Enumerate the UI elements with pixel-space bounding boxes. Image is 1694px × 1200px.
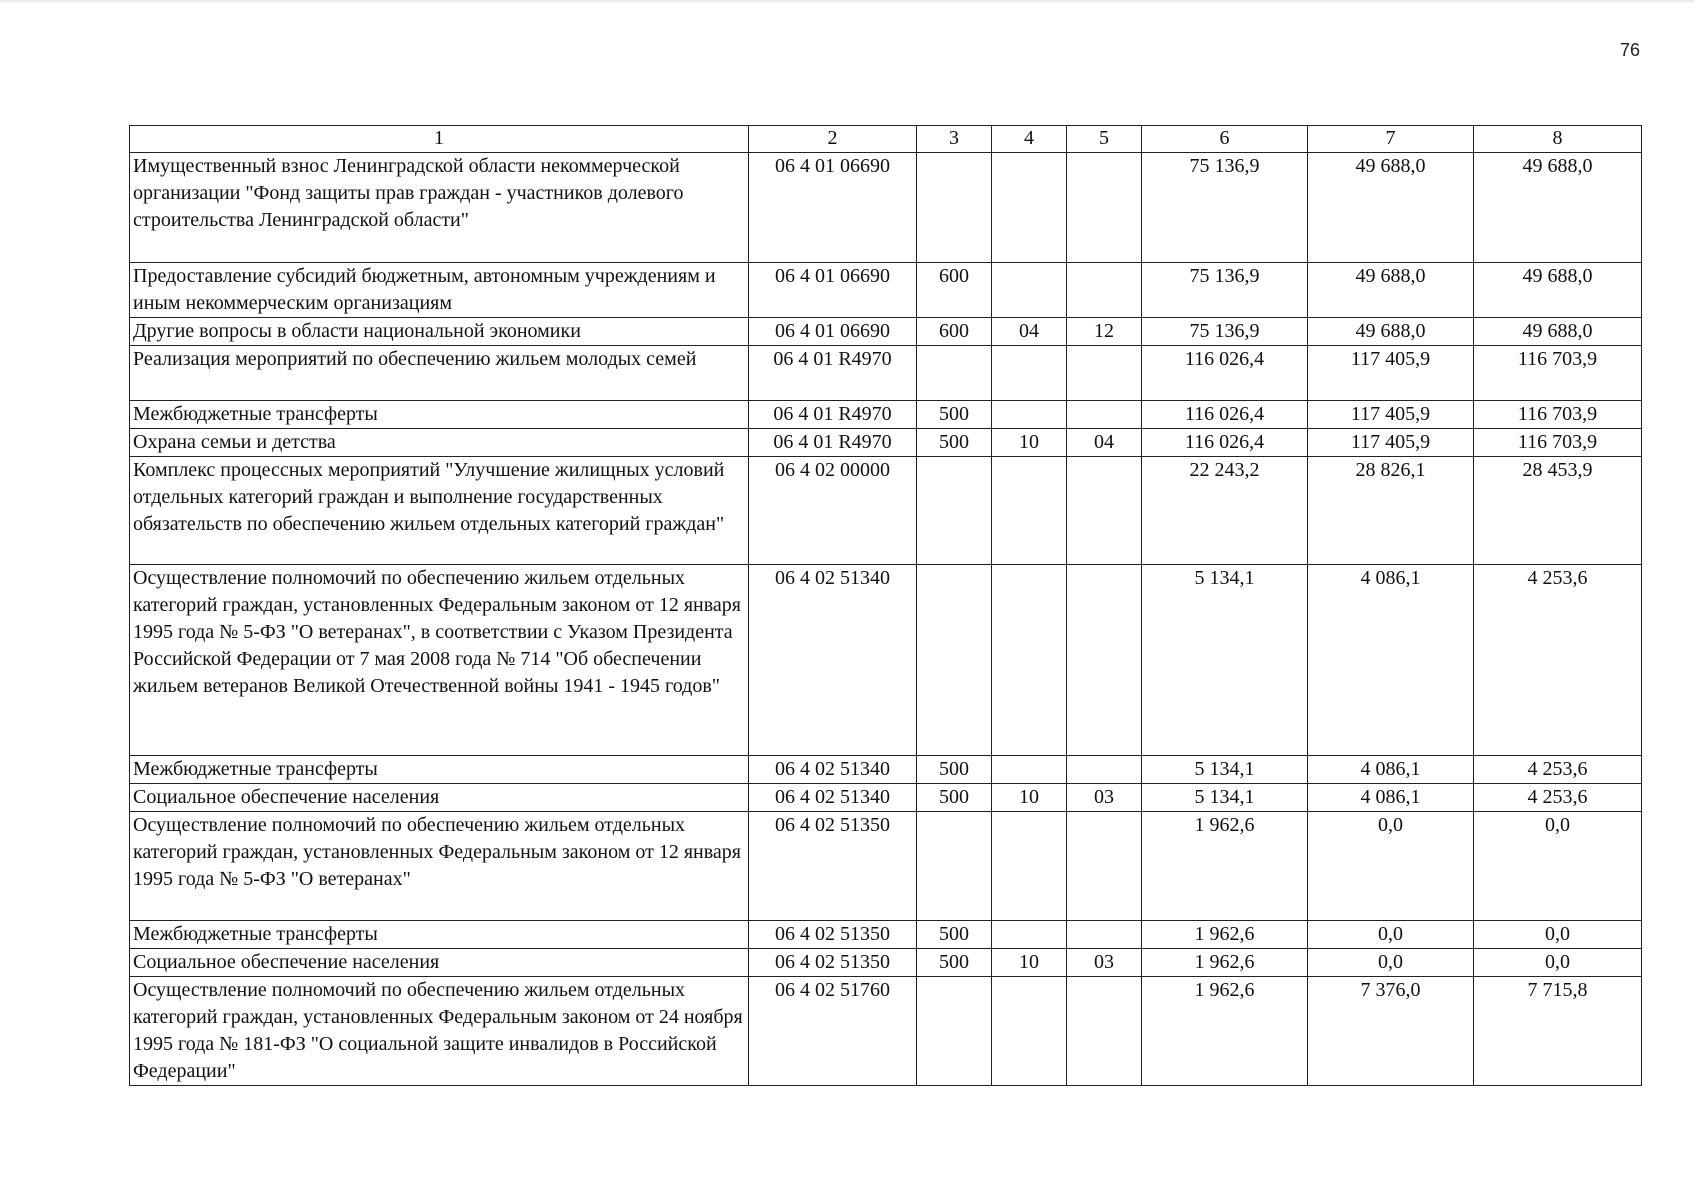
row-description: Межбюджетные трансферты [130,401,749,429]
expense-type: 500 [917,401,992,429]
amount-year-3: 116 703,9 [1474,401,1642,429]
row-description: Реализация мероприятий по обеспечению жильем молодых семей [130,346,749,401]
amount-year-1: 1 962,6 [1142,921,1308,949]
target-code: 06 4 01 06690 [749,263,917,318]
row-description: Межбюджетные трансферты [130,756,749,784]
table-row [130,565,1642,756]
amount-year-1: 116 026,4 [1142,401,1308,429]
amount-year-1: 1 962,6 [1142,977,1308,1086]
subsection-code [1067,153,1142,263]
table-row [130,977,1642,1086]
amount-year-3: 116 703,9 [1474,429,1642,457]
expense-type: 600 [917,318,992,346]
subsection-code [1067,756,1142,784]
amount-year-3: 0,0 [1474,921,1642,949]
target-code: 06 4 02 51340 [749,756,917,784]
expense-type: 500 [917,429,992,457]
section-code [992,565,1067,756]
row-description: Социальное обеспечение населения [130,784,749,812]
row-description: Социальное обеспечение населения [130,949,749,977]
subsection-code [1067,457,1142,565]
amount-year-2: 28 826,1 [1308,457,1474,565]
table-body [130,153,1642,1086]
amount-year-2: 4 086,1 [1308,565,1474,756]
amount-year-3: 7 715,8 [1474,977,1642,1086]
subsection-code [1067,346,1142,401]
row-description: Имущественный взнос Ленинградской области некоммерческой организации "Фонд защиты прав граждан - участников долевого строительства Ленинградской области" [130,153,749,263]
target-code: 06 4 01 R4970 [749,346,917,401]
section-code: 10 [992,949,1067,977]
expense-type [917,457,992,565]
column-number-row [130,126,1642,153]
expense-type [917,977,992,1086]
amount-year-1: 1 962,6 [1142,949,1308,977]
amount-year-3: 0,0 [1474,949,1642,977]
amount-year-3: 49 688,0 [1474,263,1642,318]
section-code [992,756,1067,784]
target-code: 06 4 02 51350 [749,812,917,921]
amount-year-2: 0,0 [1308,812,1474,921]
amount-year-3: 4 253,6 [1474,784,1642,812]
row-description: Комплекс процессных мероприятий "Улучшение жилищных условий отдельных категорий граждан и выполнение государственных обязательств по обеспечению жильем отдельных категорий граждан" [130,457,749,565]
amount-year-2: 49 688,0 [1308,318,1474,346]
row-description: Межбюджетные трансферты [130,921,749,949]
table-row [130,318,1642,346]
table-row [130,153,1642,263]
section-code [992,153,1067,263]
header-cell: 4 [992,126,1067,153]
amount-year-1: 22 243,2 [1142,457,1308,565]
subsection-code [1067,565,1142,756]
section-code [992,401,1067,429]
subsection-code: 03 [1067,784,1142,812]
section-code [992,812,1067,921]
row-description: Осуществление полномочий по обеспечению жильем отдельных категорий граждан, установленных Федеральным законом от 24 ноября 1995 года № 181-ФЗ "О социальной защите инвалидов в Российской Федерации" [130,977,749,1086]
amount-year-2: 117 405,9 [1308,346,1474,401]
amount-year-1: 116 026,4 [1142,346,1308,401]
amount-year-2: 7 376,0 [1308,977,1474,1086]
amount-year-1: 75 136,9 [1142,318,1308,346]
subsection-code [1067,921,1142,949]
table-row [130,457,1642,565]
amount-year-1: 75 136,9 [1142,263,1308,318]
amount-year-2: 4 086,1 [1308,784,1474,812]
section-code [992,263,1067,318]
amount-year-2: 49 688,0 [1308,263,1474,318]
subsection-code [1067,812,1142,921]
table-row [130,346,1642,401]
row-description: Осуществление полномочий по обеспечению жильем отдельных категорий граждан, установленных Федеральным законом от 12 января 1995 года № 5-ФЗ "О ветеранах" [130,812,749,921]
table-row [130,756,1642,784]
header-cell: 1 [130,126,749,153]
expense-type: 600 [917,263,992,318]
section-code [992,977,1067,1086]
amount-year-1: 5 134,1 [1142,565,1308,756]
target-code: 06 4 01 06690 [749,318,917,346]
header-cell: 8 [1474,126,1642,153]
header-cell: 2 [749,126,917,153]
section-code: 10 [992,784,1067,812]
target-code: 06 4 02 51350 [749,949,917,977]
subsection-code: 12 [1067,318,1142,346]
target-code: 06 4 02 51340 [749,565,917,756]
section-code [992,457,1067,565]
subsection-code [1067,977,1142,1086]
target-code: 06 4 01 R4970 [749,401,917,429]
subsection-code [1067,263,1142,318]
expense-type: 500 [917,949,992,977]
target-code: 06 4 01 06690 [749,153,917,263]
amount-year-1: 5 134,1 [1142,756,1308,784]
section-code: 10 [992,429,1067,457]
target-code: 06 4 02 51350 [749,921,917,949]
row-description: Осуществление полномочий по обеспечению жильем отдельных категорий граждан, установленных Федеральным законом от 12 января 1995 года № 5-ФЗ "О ветеранах", в соответствии с Указом Президента Российской Федерации от 7 мая 2008 года № 714 "Об обеспечении жильем ветеранов Великой Отечественной войны 1941 - 1945 годов" [130,565,749,756]
header-cell: 7 [1308,126,1474,153]
table-row [130,263,1642,318]
expense-type: 500 [917,756,992,784]
header-cell: 5 [1067,126,1142,153]
budget-table [129,125,1642,1086]
header-cell: 6 [1142,126,1308,153]
amount-year-1: 5 134,1 [1142,784,1308,812]
table-row [130,921,1642,949]
section-code: 04 [992,318,1067,346]
table-row [130,429,1642,457]
row-description: Предоставление субсидий бюджетным, автономным учреждениям и иным некоммерческим организациям [130,263,749,318]
expense-type [917,346,992,401]
table-row [130,812,1642,921]
amount-year-2: 4 086,1 [1308,756,1474,784]
amount-year-1: 1 962,6 [1142,812,1308,921]
target-code: 06 4 01 R4970 [749,429,917,457]
amount-year-2: 0,0 [1308,949,1474,977]
page-number: 76 [1620,40,1641,60]
subsection-code: 03 [1067,949,1142,977]
row-description: Другие вопросы в области национальной экономики [130,318,749,346]
amount-year-1: 75 136,9 [1142,153,1308,263]
expense-type [917,812,992,921]
scan-top-edge [0,0,1694,3]
amount-year-3: 116 703,9 [1474,346,1642,401]
amount-year-3: 0,0 [1474,812,1642,921]
expense-type [917,153,992,263]
amount-year-2: 117 405,9 [1308,401,1474,429]
expense-type [917,565,992,756]
table-row [130,401,1642,429]
amount-year-3: 4 253,6 [1474,565,1642,756]
amount-year-2: 0,0 [1308,921,1474,949]
amount-year-1: 116 026,4 [1142,429,1308,457]
header-cell: 3 [917,126,992,153]
expense-type: 500 [917,784,992,812]
amount-year-2: 117 405,9 [1308,429,1474,457]
target-code: 06 4 02 51760 [749,977,917,1086]
section-code [992,921,1067,949]
amount-year-3: 49 688,0 [1474,318,1642,346]
table-row [130,784,1642,812]
amount-year-3: 28 453,9 [1474,457,1642,565]
target-code: 06 4 02 00000 [749,457,917,565]
amount-year-3: 49 688,0 [1474,153,1642,263]
target-code: 06 4 02 51340 [749,784,917,812]
amount-year-2: 49 688,0 [1308,153,1474,263]
amount-year-3: 4 253,6 [1474,756,1642,784]
row-description: Охрана семьи и детства [130,429,749,457]
subsection-code: 04 [1067,429,1142,457]
table-row [130,949,1642,977]
section-code [992,346,1067,401]
subsection-code [1067,401,1142,429]
expense-type: 500 [917,921,992,949]
